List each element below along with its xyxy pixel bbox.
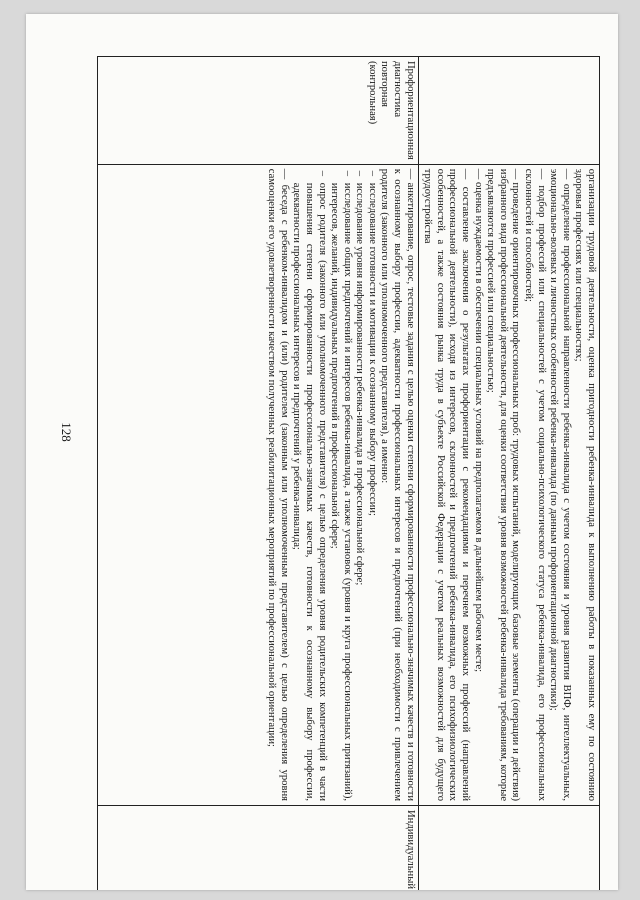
- list-item: – исследование уровня информированности ребенка-инвалида в профессиональной сфере;: [353, 169, 366, 801]
- paragraph: — подбор профессий или специальностей с учетом социально-психологического статуса ребенка-инвалида, его профессиональных склонностей и способностей;: [523, 168, 547, 802]
- page-number: 128: [58, 422, 74, 442]
- table-cell-service-name: [418, 57, 599, 165]
- bullet-list: [290, 169, 378, 801]
- list-item: – исследование общих предпочтений и интересов ребенка-инвалида, а также установок (уровня и круга профессиональных притязаний), интересов, желаний, индивидуальных предпочтений в профессиональной сфере;: [328, 169, 353, 801]
- paragraph: — проведение ориентировочных профессиональных проб: трудовых испытаний, моделирующих базовые элементы (операции и действия) избранного вида профессиональной деятельности, для оценки соответствия уровня возможностей ребенка-инвалида требованиям, которые предъявляются профессией или специальностью;: [485, 168, 522, 802]
- paragraph: — беседа с ребенком-инвалидом и (или) родителем (законным или уполномоченным представителем) с целью определения уровня самооценки его удовлетворенности качеством полученных реабилитационных мероприятий по профессиональной ориентации;: [266, 168, 290, 802]
- list-item: – опрос родителя (законного или уполномоченного представителя) с целью определения уровня родительских компетенций в части повышения степени сформированности профессионально-значимых качеств, готовности к осознанному выбору профессии, адекватности профессиональных интересов и предпочтений у ребенка-инвалида;: [290, 169, 328, 801]
- rotated-content: [88, 56, 600, 890]
- paragraph: — составление заключения о результатах профориентации с рекомендациями и перечнем возможных профессий (направлений профессиональной деятельности), исходя из интересов, склонностей и предпочтений ребенка-инвалида, его психофизиологических особенностей, а также состояния рынка труда в субъекте Российской Федерации с учетом реальных возможностей для будущего трудоустройства: [422, 168, 472, 802]
- table-row: [418, 57, 599, 891]
- table-cell-service-name: Профориентационная диагностика повторная (контрольная): [97, 57, 418, 165]
- paragraph: организации трудовой деятельности, оценка пригодности ребенка-инвалида к выполнению работы в показанных ему по состоянию здоровья профессиях или специальностях;: [573, 168, 597, 802]
- table-cell-form: Индивидуальный: [97, 806, 418, 890]
- paragraph: — оценка нуждаемости в обеспечении специальных условий на предполагаемом в дальнейшем рабочем месте;: [472, 168, 484, 673]
- table-cell-description: [418, 164, 599, 805]
- document-page: [26, 14, 618, 890]
- paragraph: — анкетирование, опрос, тестовые задания с целью оценки степени сформированности профессионально-значимых качеств и готовности к осознанному выбору профессии, адекватности профессиональных интересов и предпочтений (при необходимости с привлечением родителя (законного или уполномоченного представителя), а именно:: [379, 168, 416, 802]
- table-cell-form: [418, 806, 599, 890]
- table-row: [97, 57, 418, 891]
- list-item: – исследование готовности и мотивации к осознанному выбору профессии;: [365, 169, 378, 801]
- services-table: [97, 56, 600, 890]
- table-cell-description: [97, 164, 418, 805]
- paragraph: — определение профессиональной направленности ребенка-инвалида с учетом состояния и уровня развития ВПФ, интеллектуальных, эмоционально-волевых и личностных особенностей ребенка-инвалида (по данным профориентационной диагностики);: [548, 168, 572, 802]
